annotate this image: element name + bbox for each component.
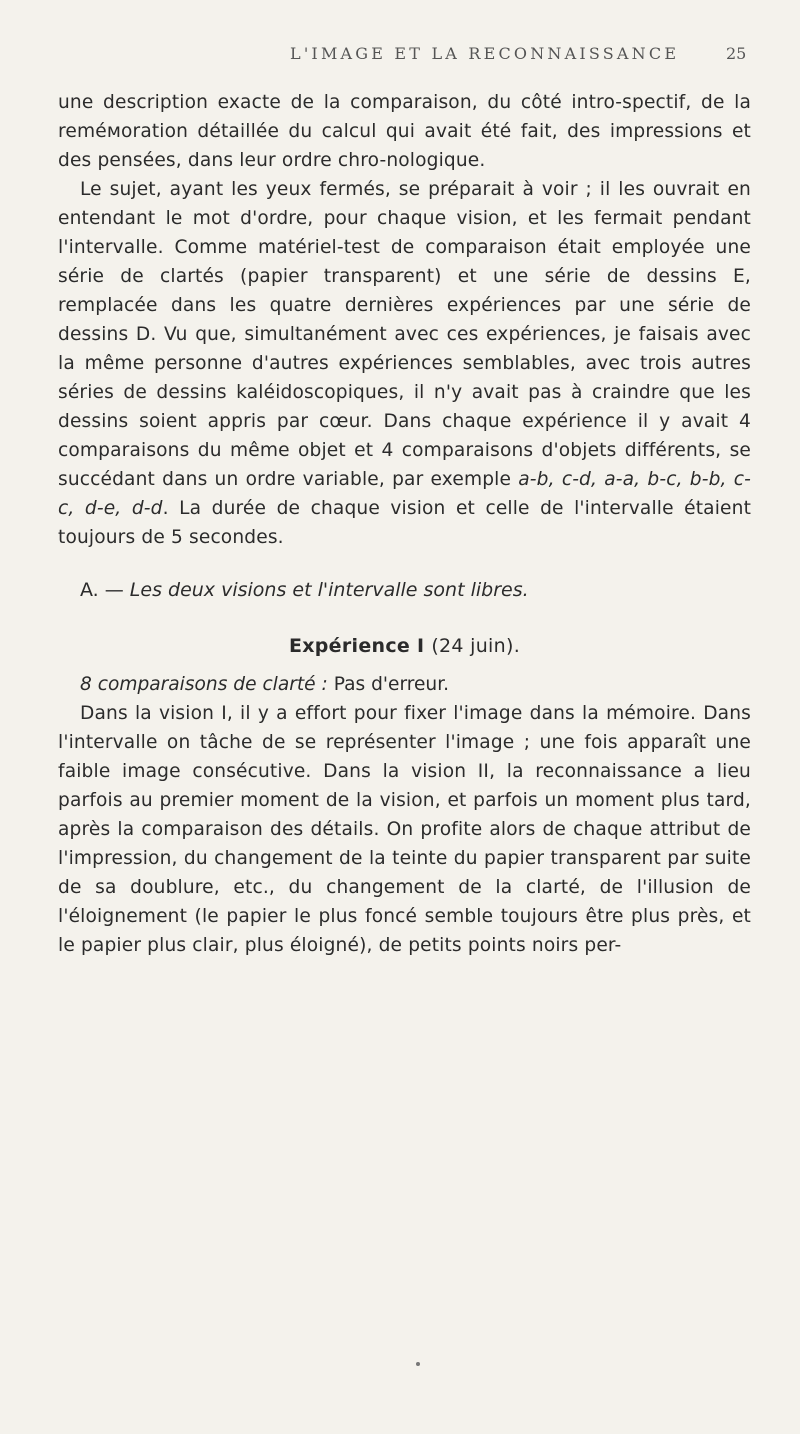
result-line: [58, 670, 751, 699]
experiment-date: (24 juin).: [431, 635, 521, 657]
section-title: Les deux visions et l'intervalle sont libres.: [129, 579, 529, 601]
experiment-label: Expérience I: [288, 635, 425, 657]
paragraph-intro: une description exacte de la comparaison, du côté intro-spectif, de la reméмoration détaillée du calcul qui avait été fait, des impressions et des pensées, dans leur ordre chro-nologique.: [58, 92, 751, 171]
experiment-title: [58, 632, 751, 660]
page-number: 25: [726, 44, 747, 63]
body-text: [58, 88, 751, 960]
running-head: [0, 44, 800, 68]
section-heading: [80, 576, 751, 604]
comparison-sequence: a-b, c-d, a-a, b-c, b-b, c-c, d-e, d-d: [58, 469, 751, 519]
method-text-part2: . La durée de chaque vision et celle de l'intervalle étaient toujours de 5 secondes.: [58, 498, 752, 548]
section-letter: A. —: [80, 579, 124, 601]
print-speck: [416, 1362, 420, 1366]
method-text-part1: Le sujet, ayant les yeux fermés, se préparait à voir ; il les ouvrait en entendant le mot d'ordre, pour chaque vision, et les fermait pendant l'intervalle. Comme matériel-test de comparaison était employée une série de clartés (papier transparent) et une série de dessins E, remplacée dans les quatre dernières expériences par une série de dessins D. Vu que, simultanément avec ces expériences, je faisais avec la même personne d'autres expériences semblables, avec trois autres séries de dessins kaléidoscopiques, il n'y avait pas à craindre que les dessins soient appris par cœur. Dans chaque expérience il y avait 4 comparaisons du même objet et 4 comparaisons d'objets différents, se succédant dans un ordre variable, par exemple: [58, 179, 751, 490]
paragraph-method: [58, 175, 751, 552]
result-label: 8 comparaisons de clarté :: [80, 674, 328, 695]
result-value: Pas d'erreur.: [333, 674, 450, 695]
running-title: L'IMAGE ET LA RECONNAISSANCE: [290, 44, 680, 63]
paragraph-observations: Dans la vision I, il y a effort pour fixer l'image dans la mémoire. Dans l'intervalle on tâche de se représenter l'image ; une fois apparaît une faible image consécutive. Dans la vision II, la reconnaissance a lieu parfois au premier moment de la vision, et parfois un moment plus tard, après la comparaison des détails. On profite alors de chaque attribut de l'impression, du changement de la teinte du papier transparent par suite de sa doublure, etc., du changement de la clarté, de l'illusion de l'éloignement (le papier le plus foncé semble toujours être plus près, et le papier plus clair, plus éloigné), de petits points noirs per-: [58, 703, 751, 956]
